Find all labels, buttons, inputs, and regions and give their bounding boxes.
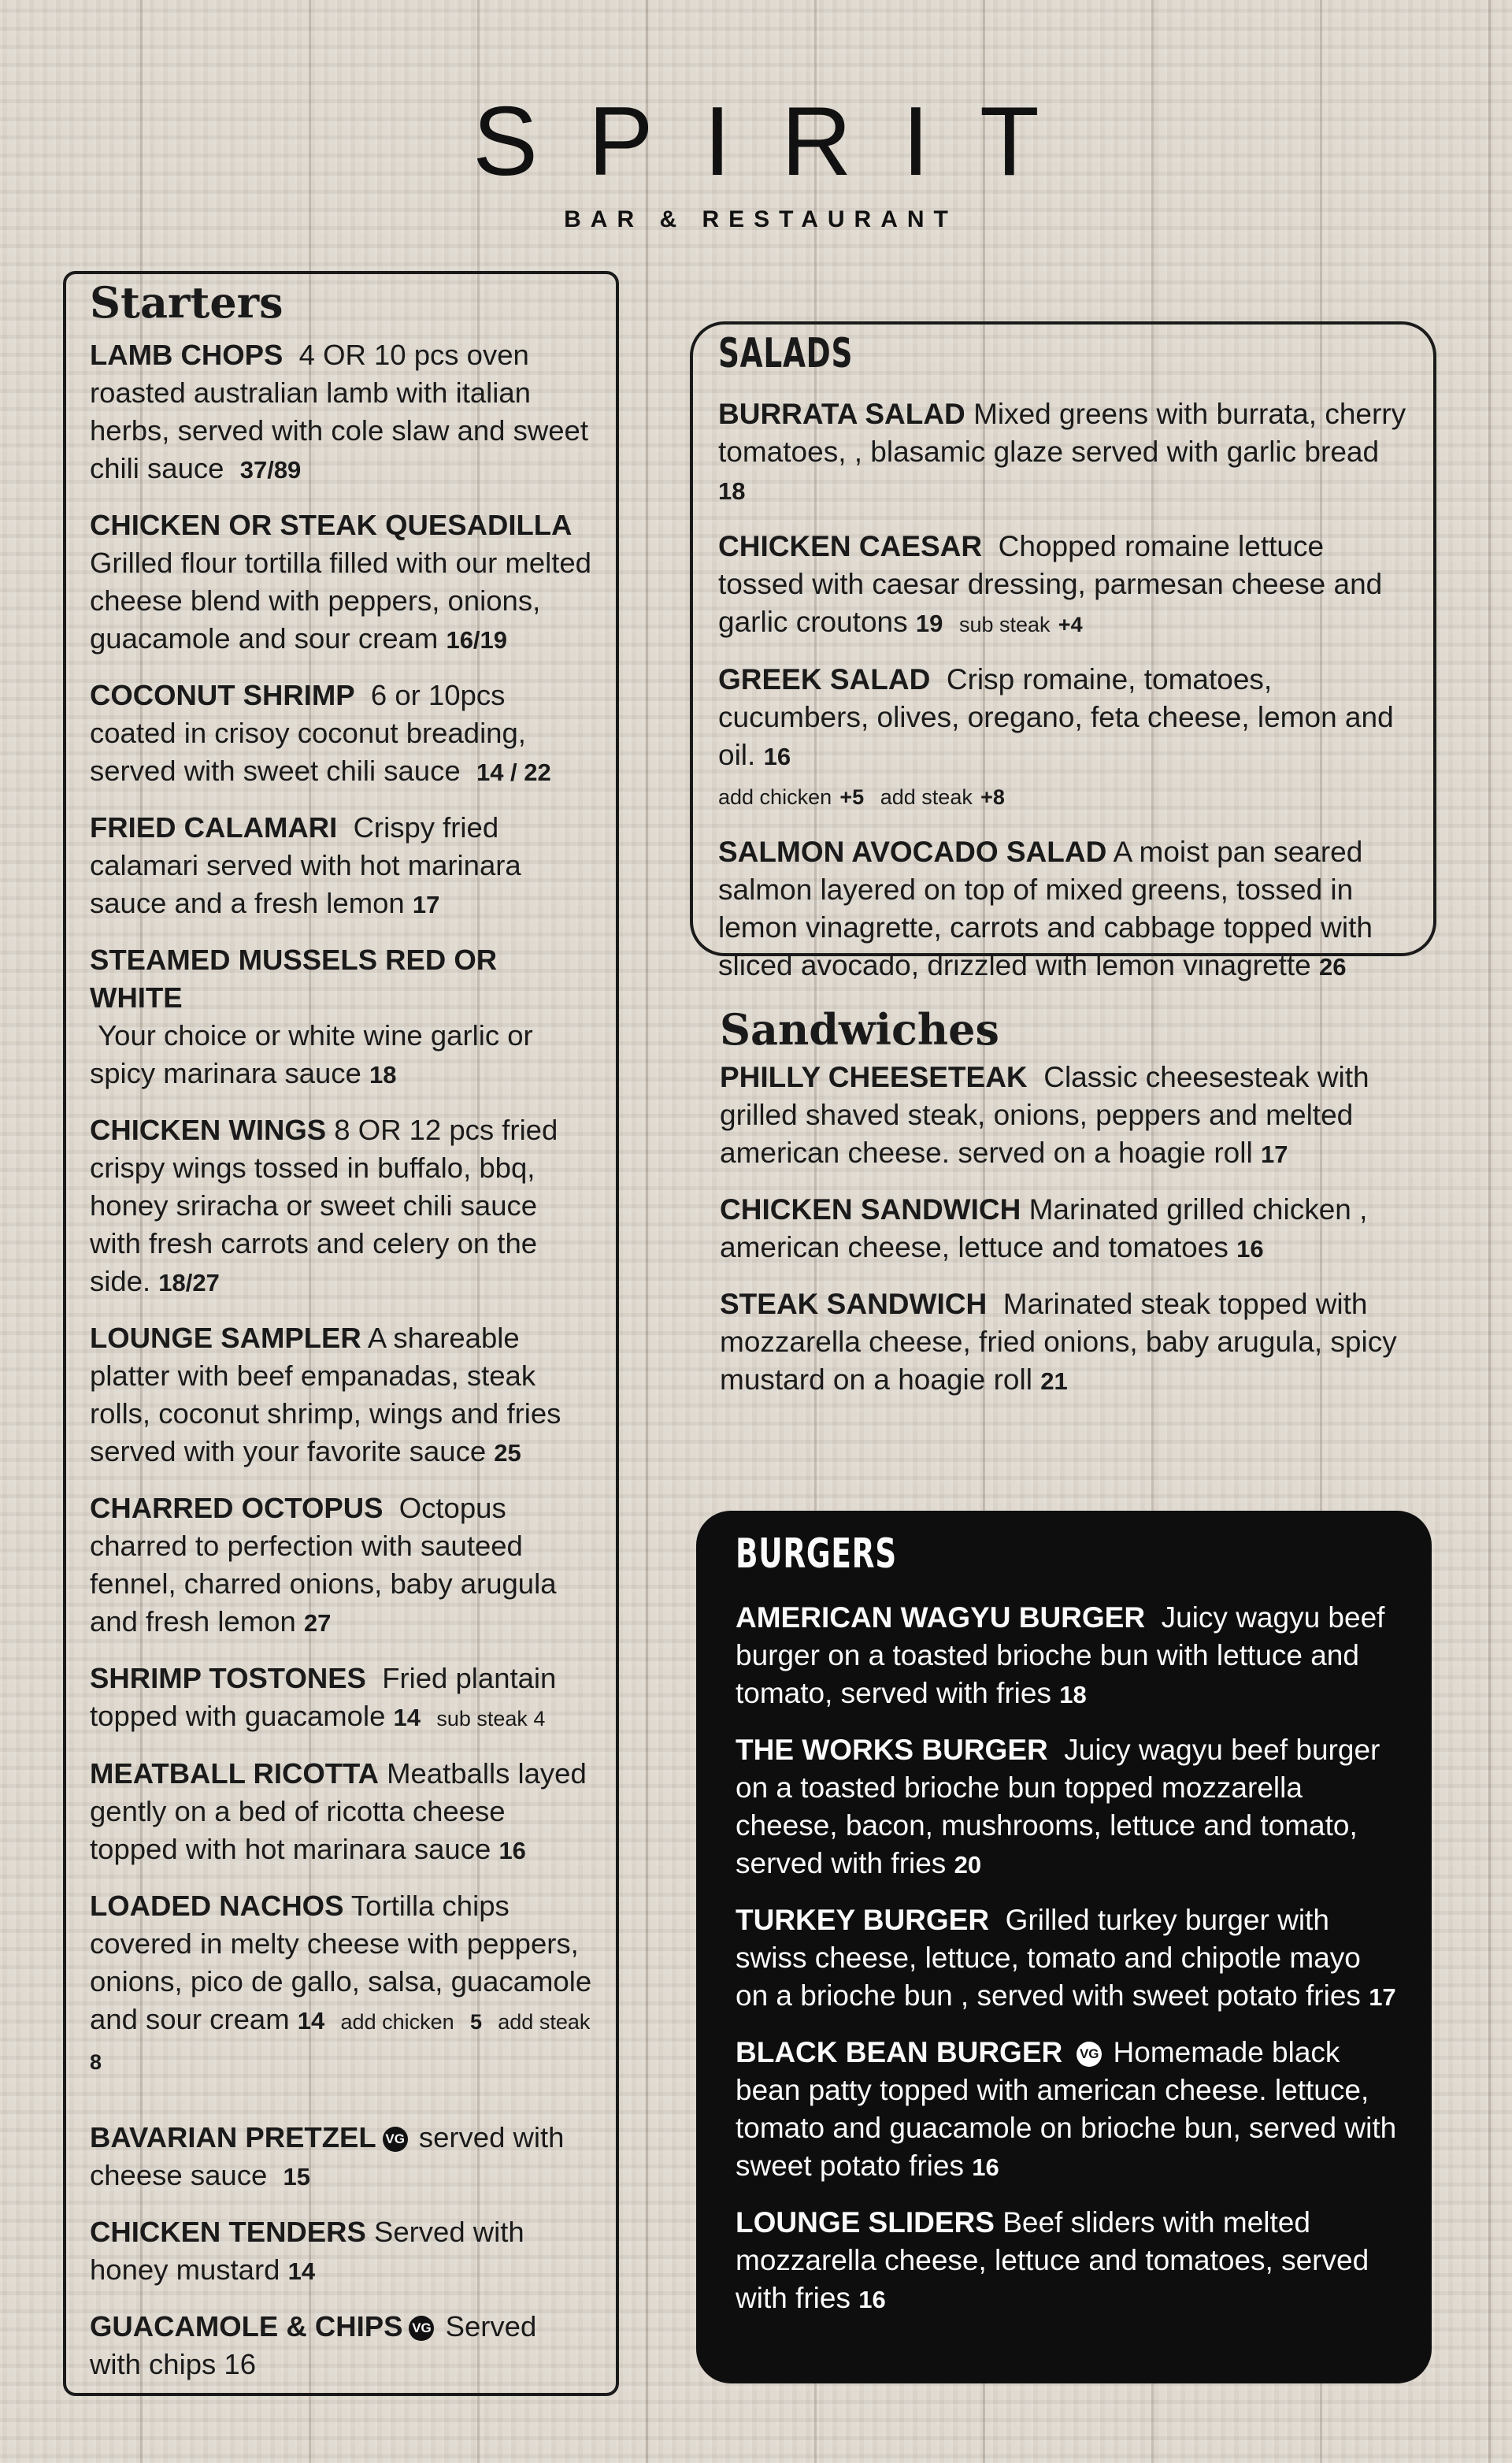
menu-item: [90, 809, 595, 924]
item-price: 18: [369, 1060, 397, 1089]
menu-item: [736, 1599, 1400, 1714]
item-price: 21: [1040, 1367, 1068, 1395]
menu-item: [720, 1191, 1444, 1268]
item-name: CHARRED OCTOPUS: [90, 1491, 384, 1524]
item-name: PHILLY CHEESETEAK: [720, 1060, 1028, 1093]
item-description: 8 OR 12 pcs fried crispy wings tossed in buffalo, bbq, honey sriracha or sweet chili sauce with fresh carrots and celery on the side.: [90, 1113, 558, 1297]
item-description: Octopus charred to perfection with sauteed fennel, charred onions, baby arugula and fresh lemon: [90, 1491, 557, 1638]
item-name: LOUNGE SAMPLER: [90, 1321, 361, 1354]
item-description: Juicy wagyu beef burger on a toasted brioche bun topped mozzarella cheese, bacon, mushrooms, lettuce and tomato, served with fries: [736, 1733, 1380, 1879]
item-name: LAMB CHOPS: [90, 338, 284, 371]
menu-item: [718, 395, 1411, 510]
item-price: 14: [297, 2006, 325, 2035]
item-name: CHICKEN SANDWICH: [720, 1193, 1021, 1226]
item-addon-price: 8: [90, 2049, 102, 2074]
item-description: Homemade black bean patty topped with american cheese. lettuce, tomato and guacamole on brioche bun, served with sweet potato fries: [736, 2035, 1397, 2182]
item-price: 16: [972, 2153, 999, 2181]
menu-item: [718, 528, 1411, 644]
item-price: 16: [498, 1836, 526, 1864]
menu-item: [90, 941, 595, 1094]
item-name: BAVARIAN PRETZEL: [90, 2120, 376, 2153]
menu-item: [90, 1755, 595, 1870]
item-description: Marinated steak topped with mozzarella cheese, fried onions, baby arugula, spicy mustard on a hoagie roll: [720, 1287, 1397, 1396]
item-description: 6 or 10pcs coated in crisoy coconut breading, served with sweet chili sauce: [90, 678, 526, 787]
item-name: BURRATA SALAD: [718, 397, 965, 430]
menu-item: [90, 2308, 595, 2383]
item-addon-label: add chicken: [340, 2009, 454, 2034]
item-description: Chopped romaine lettuce tossed with caesar dressing, parmesan cheese and garlic croutons: [718, 529, 1383, 638]
item-addon-price: 5: [469, 2009, 482, 2034]
item-name: FRIED CALAMARI: [90, 810, 338, 844]
item-price: 16: [1236, 1234, 1264, 1263]
item-description: served with cheese sauce: [90, 2120, 565, 2191]
item-name: GREEK SALAD: [718, 662, 931, 696]
menu-item: [90, 1660, 595, 1738]
restaurant-tagline: BAR & RESTAURANT: [564, 206, 958, 232]
menu-item: [90, 1887, 595, 2081]
item-description: 4 OR 10 pcs oven roasted australian lamb with italian herbs, served with cole slaw and sweet chili sauce: [90, 338, 588, 484]
item-price: 18: [718, 477, 746, 505]
item-description: Fried plantain topped with guacamole: [90, 1661, 557, 1732]
item-description: Beef sliders with melted mozzarella cheese, lettuce and tomatoes, served with fries: [736, 2205, 1369, 2314]
item-name: BLACK BEAN BURGER: [736, 2035, 1063, 2068]
item-description: Mixed greens with burrata, cherry tomatoes, , blasamic glaze served with garlic bread: [718, 397, 1406, 468]
item-price: 17: [412, 890, 440, 918]
item-addon-price: +5: [839, 785, 865, 809]
item-price: 16: [858, 2285, 886, 2313]
item-description: Served with chips: [90, 2309, 537, 2380]
item-price: 16/19: [446, 625, 508, 654]
menu-item: [90, 1111, 595, 1302]
menu-item: [90, 1319, 595, 1472]
item-addon-label: add steak: [498, 2009, 591, 2034]
menu-item: [720, 1285, 1444, 1400]
item-description: Tortilla chips covered in melty cheese with peppers, onions, pico de gallo, salsa, guacamole and sour cream: [90, 1889, 592, 2035]
item-description: Grilled flour tortilla filled with our melted cheese blend with peppers, onions, guacamole and sour cream: [90, 546, 591, 655]
section-title-sandwiches: Sandwiches: [720, 1004, 999, 1055]
item-name: STEAK SANDWICH: [720, 1287, 988, 1320]
item-price: 16: [224, 2347, 257, 2380]
item-description: Crispy fried calamari served with hot marinara sauce and a fresh lemon: [90, 810, 521, 919]
item-name: STEAMED MUSSELS RED OR WHITE: [90, 943, 498, 1014]
item-price: 19: [915, 609, 943, 637]
item-price: 15: [283, 2162, 311, 2190]
item-name: MEATBALL RICOTTA: [90, 1756, 379, 1790]
salads-section: [690, 321, 1436, 981]
menu-item: [90, 1489, 595, 1642]
item-description: Served with honey mustard: [90, 2215, 524, 2286]
menu-item: [736, 2034, 1400, 2187]
item-name: CHICKEN TENDERS: [90, 2215, 366, 2248]
menu-item: [718, 661, 1411, 816]
item-price: 25: [494, 1438, 521, 1467]
menu-item: [736, 2204, 1400, 2319]
item-price: 14: [393, 1703, 421, 1731]
menu-item: [736, 1731, 1400, 1884]
vegetarian-badge-icon: VG: [1077, 2042, 1102, 2067]
item-price: 17: [1260, 1140, 1288, 1168]
burgers-section: [696, 1511, 1432, 2383]
section-title-burgers: BURGERS: [736, 1530, 897, 1578]
item-price: 18/27: [158, 1268, 220, 1296]
menu-item: [90, 506, 595, 659]
item-description: Your choice or white wine garlic or spicy marinara sauce: [90, 1018, 533, 1089]
item-name: LOUNGE SLIDERS: [736, 2205, 995, 2239]
restaurant-logo: SPIRIT: [472, 87, 1090, 196]
item-description: A shareable platter with beef empanadas, steak rolls, coconut shrimp, wings and fries served with your favorite sauce: [90, 1321, 561, 1467]
item-price: 37/89: [239, 455, 302, 484]
item-description: A moist pan seared salmon layered on top of mixed greens, tossed in lemon vinagrette, carrots and cabbage topped with sliced avocado, drizzled with lemon vinagrette: [718, 835, 1373, 981]
item-name: CHICKEN OR STEAK QUESADILLA: [90, 508, 573, 541]
item-name: THE WORKS BURGER: [736, 1733, 1048, 1766]
menu-item: [736, 1901, 1400, 2016]
item-price: 17: [1369, 1983, 1396, 2011]
item-price: 14 / 22: [476, 758, 551, 786]
item-name: SHRIMP TOSTONES: [90, 1661, 366, 1694]
item-description: Meatballs layed gently on a bed of ricotta cheese topped with hot marinara sauce: [90, 1756, 587, 1865]
item-addon-price: +4: [1058, 612, 1083, 636]
starters-section: [63, 271, 619, 2396]
item-name: CHICKEN CAESAR: [718, 529, 983, 562]
item-description: Juicy wagyu beef burger on a toasted brioche bun with lettuce and tomato, served with fries: [736, 1601, 1385, 1709]
section-title-starters: Starters: [90, 277, 284, 328]
menu-item: [90, 677, 595, 792]
item-name: CHICKEN WINGS: [90, 1113, 327, 1146]
item-price: 27: [303, 1608, 332, 1637]
item-addon: sub steak 4: [436, 1706, 546, 1730]
menu-item: [90, 2213, 595, 2291]
item-addon-label: sub steak: [958, 612, 1051, 636]
item-price: 20: [954, 1850, 982, 1879]
vegetarian-badge-icon: VG: [409, 2316, 434, 2341]
item-name: SALMON AVOCADO SALAD: [718, 835, 1107, 868]
item-description: Crisp romaine, tomatoes, cucumbers, olives, oregano, feta cheese, lemon and oil.: [718, 662, 1394, 771]
item-description: Marinated grilled chicken , american cheese, lettuce and tomatoes: [720, 1193, 1368, 1263]
item-addon-price: +8: [980, 785, 1005, 809]
item-name: GUACAMOLE & CHIPS: [90, 2309, 403, 2342]
item-name: TURKEY BURGER: [736, 1903, 990, 1936]
section-title-salads: SALADS: [718, 330, 854, 377]
menu-item: [718, 833, 1411, 986]
item-description: Classic cheesesteak with grilled shaved steak, onions, peppers and melted american cheese. served on a hoagie roll: [720, 1060, 1369, 1169]
item-description: Grilled turkey burger with swiss cheese, lettuce, tomato and chipotle mayo on a brioche bun , served with sweet potato fries: [736, 1903, 1361, 2012]
item-addon-label: add steak: [880, 785, 973, 809]
menu-item: [90, 336, 595, 489]
menu-item: [90, 2119, 595, 2196]
item-name: COCONUT SHRIMP: [90, 678, 355, 711]
item-price: 26: [1319, 952, 1347, 981]
item-price: 18: [1059, 1680, 1087, 1708]
sandwiches-section: [709, 1004, 1444, 1445]
item-price: 16: [763, 742, 791, 770]
menu-item: [720, 1059, 1444, 1174]
item-name: AMERICAN WAGYU BURGER: [736, 1601, 1146, 1634]
vegetarian-badge-icon: VG: [383, 2127, 408, 2152]
item-price: 14: [287, 2257, 316, 2285]
item-addon-label: add chicken: [718, 785, 832, 809]
item-name: LOADED NACHOS: [90, 1889, 344, 1922]
